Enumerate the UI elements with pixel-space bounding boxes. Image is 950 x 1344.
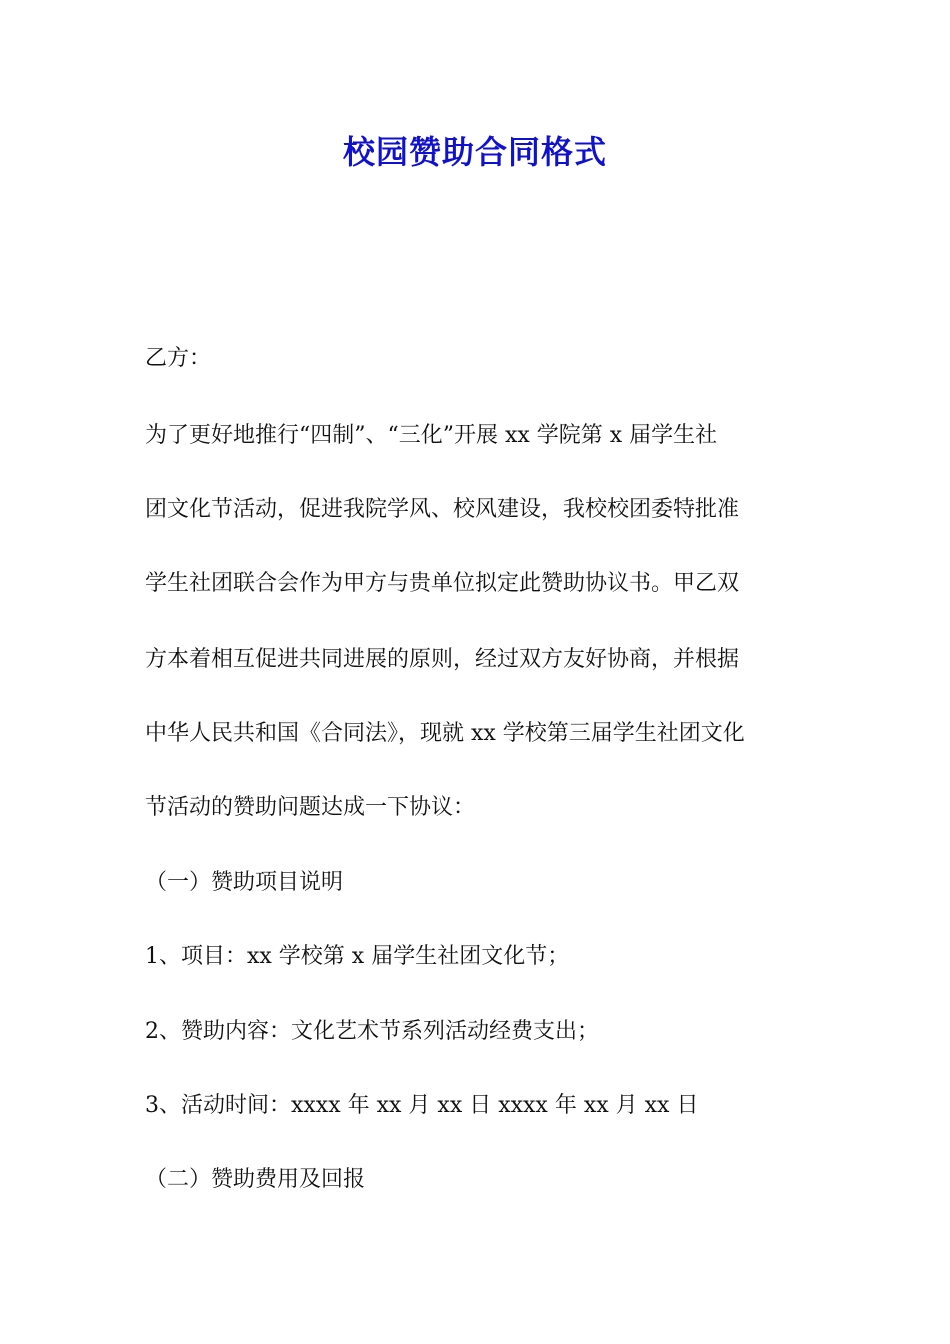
paragraph-line: 节活动的赞助问题达成一下协议： [145, 795, 476, 820]
list-item: 2、赞助内容：文化艺术节系列活动经费支出； [145, 1019, 599, 1044]
paragraph-line: 为了更好地推行“四制”、“三化”开展 xx 学院第 x 届学生社 [145, 423, 718, 448]
paragraph-line: 团文化节活动，促进我院学风、校风建设，我校校团委特批准 [145, 497, 740, 522]
paragraph-line: 中华人民共和国《合同法》，现就 xx 学校第三届学生社团文化 [145, 721, 745, 746]
document-title: 校园赞助合同格式 [342, 133, 607, 171]
paragraph-line: 方本着相互促进共同进展的原则，经过双方友好协商，并根据 [145, 647, 740, 672]
list-item: 1、项目：xx 学校第 x 届学生社团文化节； [145, 944, 570, 969]
section-heading: （一）赞助项目说明 [145, 870, 344, 895]
paragraph-line: 学生社团联合会作为甲方与贵单位拟定此赞助协议书。甲乙双 [145, 571, 740, 596]
party-b-label: 乙方： [145, 346, 212, 371]
section-heading: （二）赞助费用及回报 [145, 1167, 366, 1192]
list-item: 3、活动时间：xxxx 年 xx 月 xx 日 xxxx 年 xx 月 xx 日 [145, 1093, 699, 1118]
